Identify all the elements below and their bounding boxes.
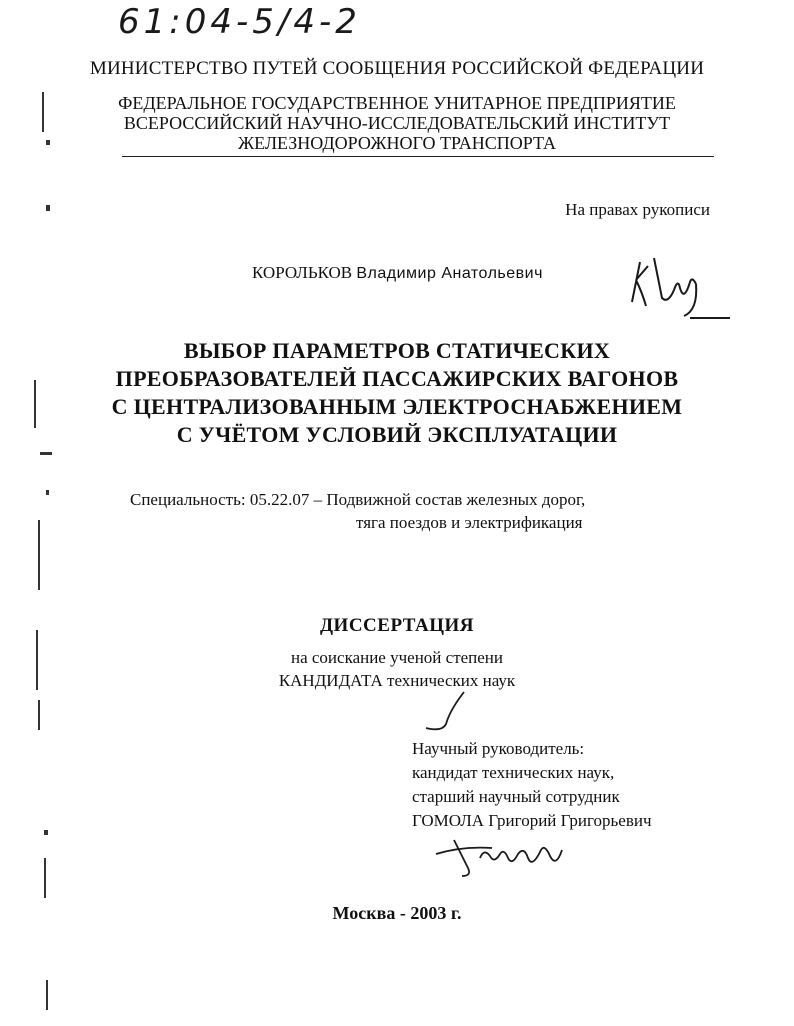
organization-line-3: ЖЕЛЕЗНОДОРОЖНОГО ТРАНСПОРТА [237, 133, 557, 153]
supervisor-block [412, 737, 652, 833]
specialty [130, 488, 585, 534]
header-divider [122, 156, 714, 157]
supervisor-given: Григорий Григорьевич [484, 811, 652, 830]
supervisor-signature [432, 828, 572, 884]
pen-stroke-mark [420, 690, 470, 734]
degree-line-2 [0, 669, 794, 692]
organization-line-2: ВСЕРОССИЙСКИЙ НАУЧНО-ИССЛЕДОВАТЕЛЬСКИЙ ИНСТИТУТ [123, 113, 671, 133]
title-line-1: ВЫБОР ПАРАМЕТРОВ СТАТИЧЕСКИХ [183, 338, 611, 363]
dissertation-heading: ДИССЕРТАЦИЯ [319, 615, 475, 636]
title-line-3: С ЦЕНТРАЛИЗОВАННЫМ ЭЛЕКТРОСНАБЖЕНИЕМ [111, 394, 683, 419]
author-signature [618, 240, 748, 325]
supervisor-label: Научный руководитель: [412, 739, 585, 758]
organization-line-1: ФЕДЕРАЛЬНОЕ ГОСУДАРСТВЕННОЕ УНИТАРНОЕ ПРЕДПРИЯТИЕ [118, 93, 676, 113]
degree-rest: технических наук [382, 671, 516, 690]
supervisor-title: старший научный сотрудник [412, 787, 620, 806]
degree-block [0, 646, 794, 692]
city-year: Москва - 2003 г. [332, 903, 462, 923]
specialty-line-1: Специальность: 05.22.07 – Подвижной состав железных дорог, [130, 490, 586, 509]
supervisor-surname: ГОМОЛА [412, 811, 485, 830]
title-line-4: С УЧЁТОМ УСЛОВИЙ ЭКСПЛУАТАЦИИ [176, 422, 618, 447]
degree-caps: КАНДИДАТА [278, 671, 383, 690]
author-given-names: Владимир Анатольевич [356, 265, 543, 282]
manuscript-note: На правах рукописи [565, 200, 710, 219]
archive-number: 61:04-5/4-2 [118, 2, 361, 42]
supervisor-degree: кандидат технических наук, [412, 763, 615, 782]
specialty-line-2: тяга поездов и электрификация [356, 513, 583, 532]
organization-block [0, 93, 794, 153]
degree-line-1: на соискание ученой степени [290, 648, 504, 667]
title-line-2: ПРЕОБРАЗОВАТЕЛЕЙ ПАССАЖИРСКИХ ВАГОНОВ [115, 366, 679, 391]
author-surname: КОРОЛЬКОВ [252, 263, 353, 282]
author-name [252, 263, 543, 283]
ministry-name: МИНИСТЕРСТВО ПУТЕЙ СООБЩЕНИЯ РОССИЙСКОЙ ФЕДЕРАЦИИ [89, 58, 705, 79]
dissertation-title [0, 337, 794, 449]
